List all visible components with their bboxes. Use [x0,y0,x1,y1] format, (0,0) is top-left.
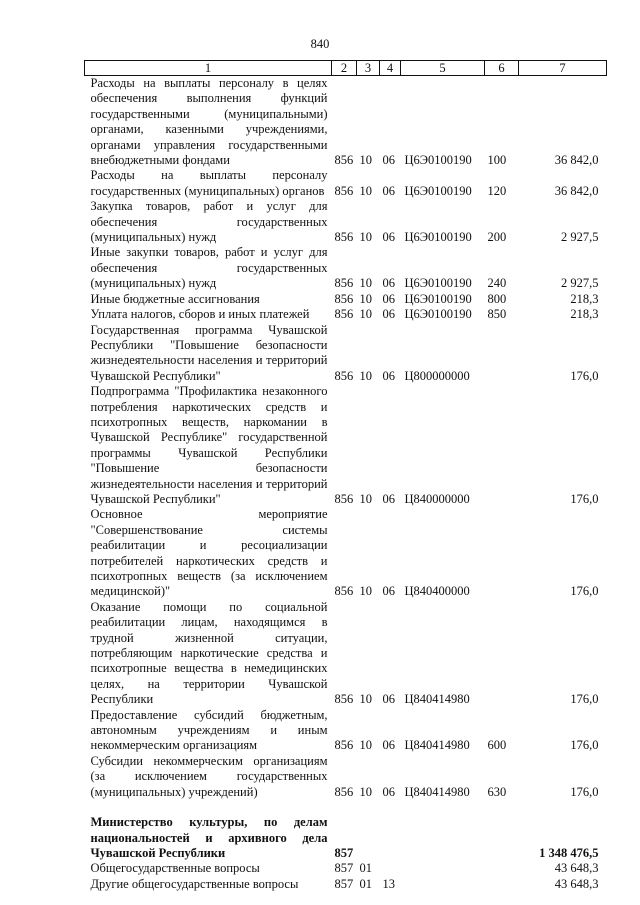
row-pr: 06 [382,738,395,753]
row-sum: 218,3 [570,307,599,322]
row-rz: 10 [359,183,372,198]
column-header: 2 [332,61,357,76]
row-vr [485,877,519,892]
row-pr: 06 [382,291,395,306]
row-rz: 10 [359,307,372,322]
row-gr: 857 [334,845,354,860]
row-name: Другие общегосударственные вопросы [90,876,299,891]
row-vr: 600 [487,738,507,753]
table-row [85,245,607,291]
row-pr: 06 [382,784,395,799]
row-csr: Ц6Э0100190 [404,230,472,245]
row-rz: 10 [359,491,372,506]
row-pr: 06 [382,368,395,383]
column-header: 5 [401,61,485,76]
row-rz: 01 [359,876,372,891]
row-sum: 176,0 [570,368,599,383]
row-name: Иные бюджетные ассигнования [90,291,260,306]
row-csr: Ц840000000 [404,491,470,506]
row-vr [485,861,519,876]
row-rz: 01 [359,861,372,876]
table-row [85,168,607,199]
row-vr: 630 [487,784,507,799]
row-csr: Ц840414980 [404,738,470,753]
row-csr: Ц6Э0100190 [404,183,472,198]
row-pr: 06 [382,491,395,506]
row-vr: 200 [487,230,507,245]
row-csr: Ц6Э0100190 [404,153,472,168]
row-csr [401,861,485,876]
row-sum: 36 842,0 [554,183,599,198]
row-name: Расходы на выплаты персоналу в целях обеспечения выполнения функций государственными (муниципальными) органами, казенными учреждениями, органами управления государственными внебюджетными фондами [90,76,328,168]
table-row [85,708,607,754]
table-row [85,323,607,385]
row-sum: 176,0 [570,738,599,753]
row-csr: Ц840400000 [404,584,470,599]
row-csr: Ц840414980 [404,692,470,707]
table-row [85,507,607,599]
row-rz [357,815,380,861]
table-row [85,76,607,169]
table-row [85,307,607,322]
row-rz: 10 [359,584,372,599]
spacer-row [85,800,607,815]
row-vr [485,384,519,507]
column-header: 6 [485,61,519,76]
row-name: Уплата налогов, сборов и иных платежей [90,307,310,322]
column-header: 3 [357,61,380,76]
row-gr: 856 [334,276,354,291]
row-pr: 13 [382,876,395,891]
row-pr: 06 [382,307,395,322]
row-sum: 2 927,5 [561,230,599,245]
table-row [85,384,607,507]
row-rz: 10 [359,368,372,383]
row-pr: 06 [382,230,395,245]
row-rz: 10 [359,692,372,707]
row-pr [380,815,401,861]
page-number: 840 [310,37,330,51]
row-gr: 856 [334,368,354,383]
spacer-cell [85,800,607,815]
row-name: Оказание помощи по социальной реабилитации лицам, находящимся в трудной жизненной ситуации, потребляющим наркотические средства и психотропные вещества в немедицинских целях, на территории Чувашской Республики [90,599,328,707]
table-row [85,199,607,245]
row-vr: 800 [487,291,507,306]
row-vr: 120 [487,183,507,198]
row-gr: 856 [334,784,354,799]
table-row [85,877,607,892]
row-sum: 43 648,3 [554,861,599,876]
column-header: 4 [380,61,401,76]
row-csr [401,815,485,861]
row-csr [401,877,485,892]
row-vr: 240 [487,276,507,291]
table-row [85,292,607,307]
table-body [85,76,607,893]
row-gr: 856 [334,491,354,506]
row-sum: 36 842,0 [554,153,599,168]
row-sum: 2 927,5 [561,276,599,291]
row-name: Субсидии некоммерческим организациям (за исключением государственных (муниципальных) учреждений) [90,753,328,799]
table-row [85,815,607,861]
row-name: Министерство культуры, по делам национальностей и архивного дела Чувашской Республики [90,815,328,860]
column-header: 1 [85,61,332,76]
row-rz: 10 [359,276,372,291]
row-rz: 10 [359,784,372,799]
row-sum: 176,0 [570,692,599,707]
table-row [85,754,607,800]
row-name: Иные закупки товаров, работ и услуг для обеспечения государственных (муниципальных) нужд [90,245,328,291]
row-name: Государственная программа Чувашской Республики "Повышение безопасности жизнедеятельности населения и территорий Чувашской Республики" [90,322,328,383]
row-pr: 06 [382,584,395,599]
row-sum: 176,0 [570,491,599,506]
row-gr: 856 [334,692,354,707]
row-name: Основное мероприятие "Совершенствование системы реабилитации и ресоциализации потребителей наркотических средств и психотропных веществ (за исключением медицинской)" [90,507,328,599]
budget-table [84,60,607,892]
row-vr: 850 [487,307,507,322]
row-vr [485,507,519,599]
row-rz: 10 [359,153,372,168]
row-name: Подпрограмма "Профилактика незаконного потребления наркотических средств и психотропных веществ, наркомании в Чувашской Республике" государственной программы Чувашской Республики "Повышение безопасности жизнедеятельности населения и территорий Чувашской Республики" [90,384,328,506]
row-rz: 10 [359,738,372,753]
row-sum: 43 648,3 [554,876,599,891]
row-gr: 856 [334,183,354,198]
row-rz: 10 [359,230,372,245]
row-sum: 176,0 [570,784,599,799]
row-gr: 856 [334,291,354,306]
row-vr [485,600,519,708]
column-header: 7 [519,61,607,76]
row-rz: 10 [359,291,372,306]
row-name: Общегосударственные вопросы [90,861,260,876]
row-gr: 856 [334,584,354,599]
row-vr: 100 [487,153,507,168]
row-vr [485,323,519,385]
row-sum: 176,0 [570,584,599,599]
table-row [85,600,607,708]
row-gr: 857 [334,876,354,891]
table-header-row [85,61,607,76]
row-sum: 218,3 [570,291,599,306]
row-gr: 856 [334,153,354,168]
row-gr: 856 [334,230,354,245]
row-pr: 06 [382,153,395,168]
row-csr: Ц840414980 [404,784,470,799]
row-name: Предоставление субсидий бюджетным, автономным учреждениям и иным некоммерческим организациям [90,707,328,753]
row-pr [380,861,401,876]
row-pr: 06 [382,183,395,198]
row-pr: 06 [382,692,395,707]
row-name: Закупка товаров, работ и услуг для обеспечения государственных (муниципальных) нужд [90,199,328,245]
row-gr: 856 [334,307,354,322]
row-csr: Ц6Э0100190 [404,307,472,322]
row-pr: 06 [382,276,395,291]
table-row [85,861,607,876]
row-sum: 1 348 476,5 [539,845,599,860]
row-vr [485,815,519,861]
row-name: Расходы на выплаты персоналу государственных (муниципальных) органов [90,168,328,198]
row-gr: 856 [334,738,354,753]
row-csr: Ц6Э0100190 [404,291,472,306]
row-gr: 857 [334,861,354,876]
row-csr: Ц6Э0100190 [404,276,472,291]
row-csr: Ц800000000 [404,368,470,383]
